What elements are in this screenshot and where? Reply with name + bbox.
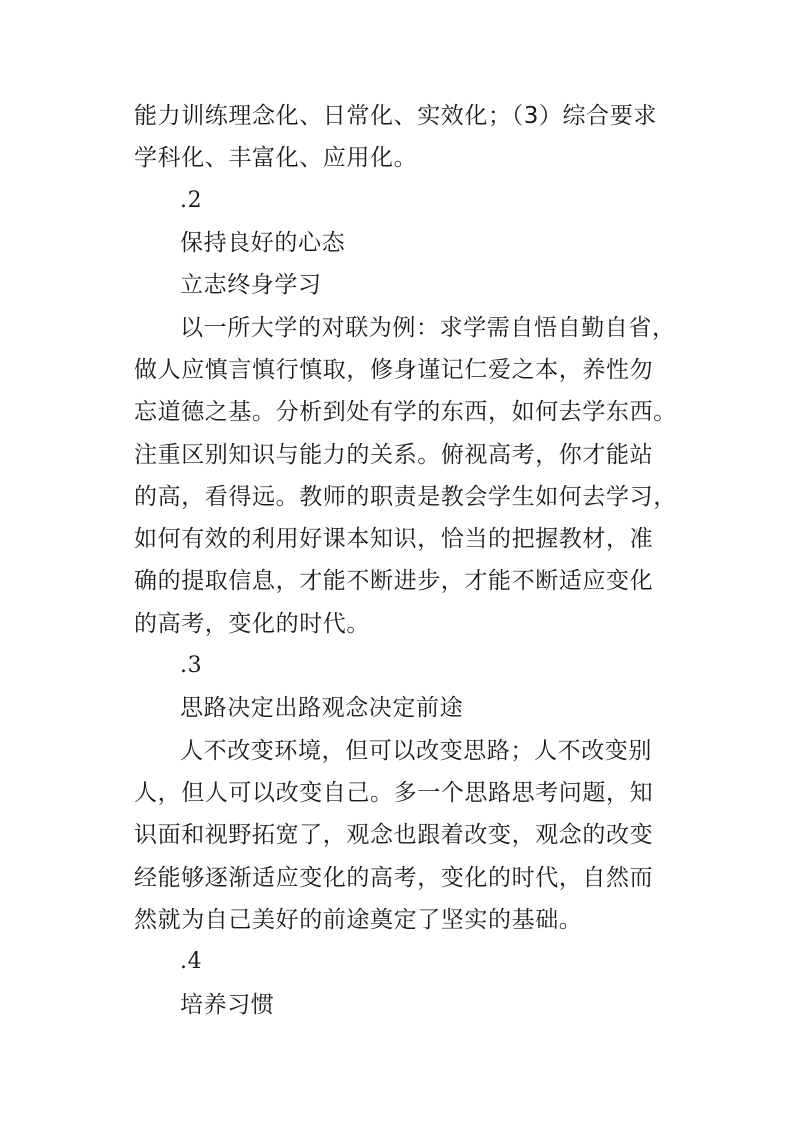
paragraph-line: 经能够逐渐适应变化的高考，变化的时代，自然而 <box>134 865 654 891</box>
paragraph-line: 人不改变环境，但可以改变思路；人不改变别 <box>180 738 652 764</box>
intro-line-2: 学科化、丰富化、应用化。 <box>134 145 418 171</box>
section-number-4: .4 <box>180 949 203 974</box>
section-2-subheading: 立志终身学习 <box>180 272 322 298</box>
intro-line-1: 能力训练理念化、日常化、实效化；（3）综合要求 <box>134 103 657 129</box>
paragraph-line: 的高，看得远。教师的职责是教会学生如何去学习， <box>134 484 677 510</box>
paragraph-line: 识面和视野拓宽了，观念也跟着改变，观念的改变 <box>134 822 654 848</box>
paragraph-line: 确的提取信息，才能不断进步，才能不断适应变化 <box>134 568 654 594</box>
paragraph-line: 以一所大学的对联为例：求学需自悟自勤自省， <box>180 315 676 341</box>
paragraph-line: 做人应慎言慎行慎取，修身谨记仁爱之本，养性勿 <box>134 357 654 383</box>
paragraph-line: 如何有效的利用好课本知识，恰当的把握教材，准 <box>134 526 654 552</box>
section-3-heading: 思路决定出路观念决定前途 <box>180 695 464 721</box>
paragraph-line: 然就为自己美好的前途奠定了坚实的基础。 <box>134 907 583 933</box>
section-4-heading: 培养习惯 <box>180 992 275 1018</box>
paragraph-line: 忘道德之基。分析到处有学的东西，如何去学东西。 <box>134 399 677 425</box>
section-number-2: .2 <box>180 188 203 213</box>
paragraph-line: 的高考，变化的时代。 <box>134 611 370 637</box>
paragraph-line: 注重区别知识与能力的关系。俯视高考，你才能站 <box>134 442 654 468</box>
section-number-3: .3 <box>180 653 203 678</box>
section-2-heading: 保持良好的心态 <box>180 230 346 256</box>
paragraph-line: 人，但人可以改变自己。多一个思路思考问题，知 <box>134 780 654 806</box>
